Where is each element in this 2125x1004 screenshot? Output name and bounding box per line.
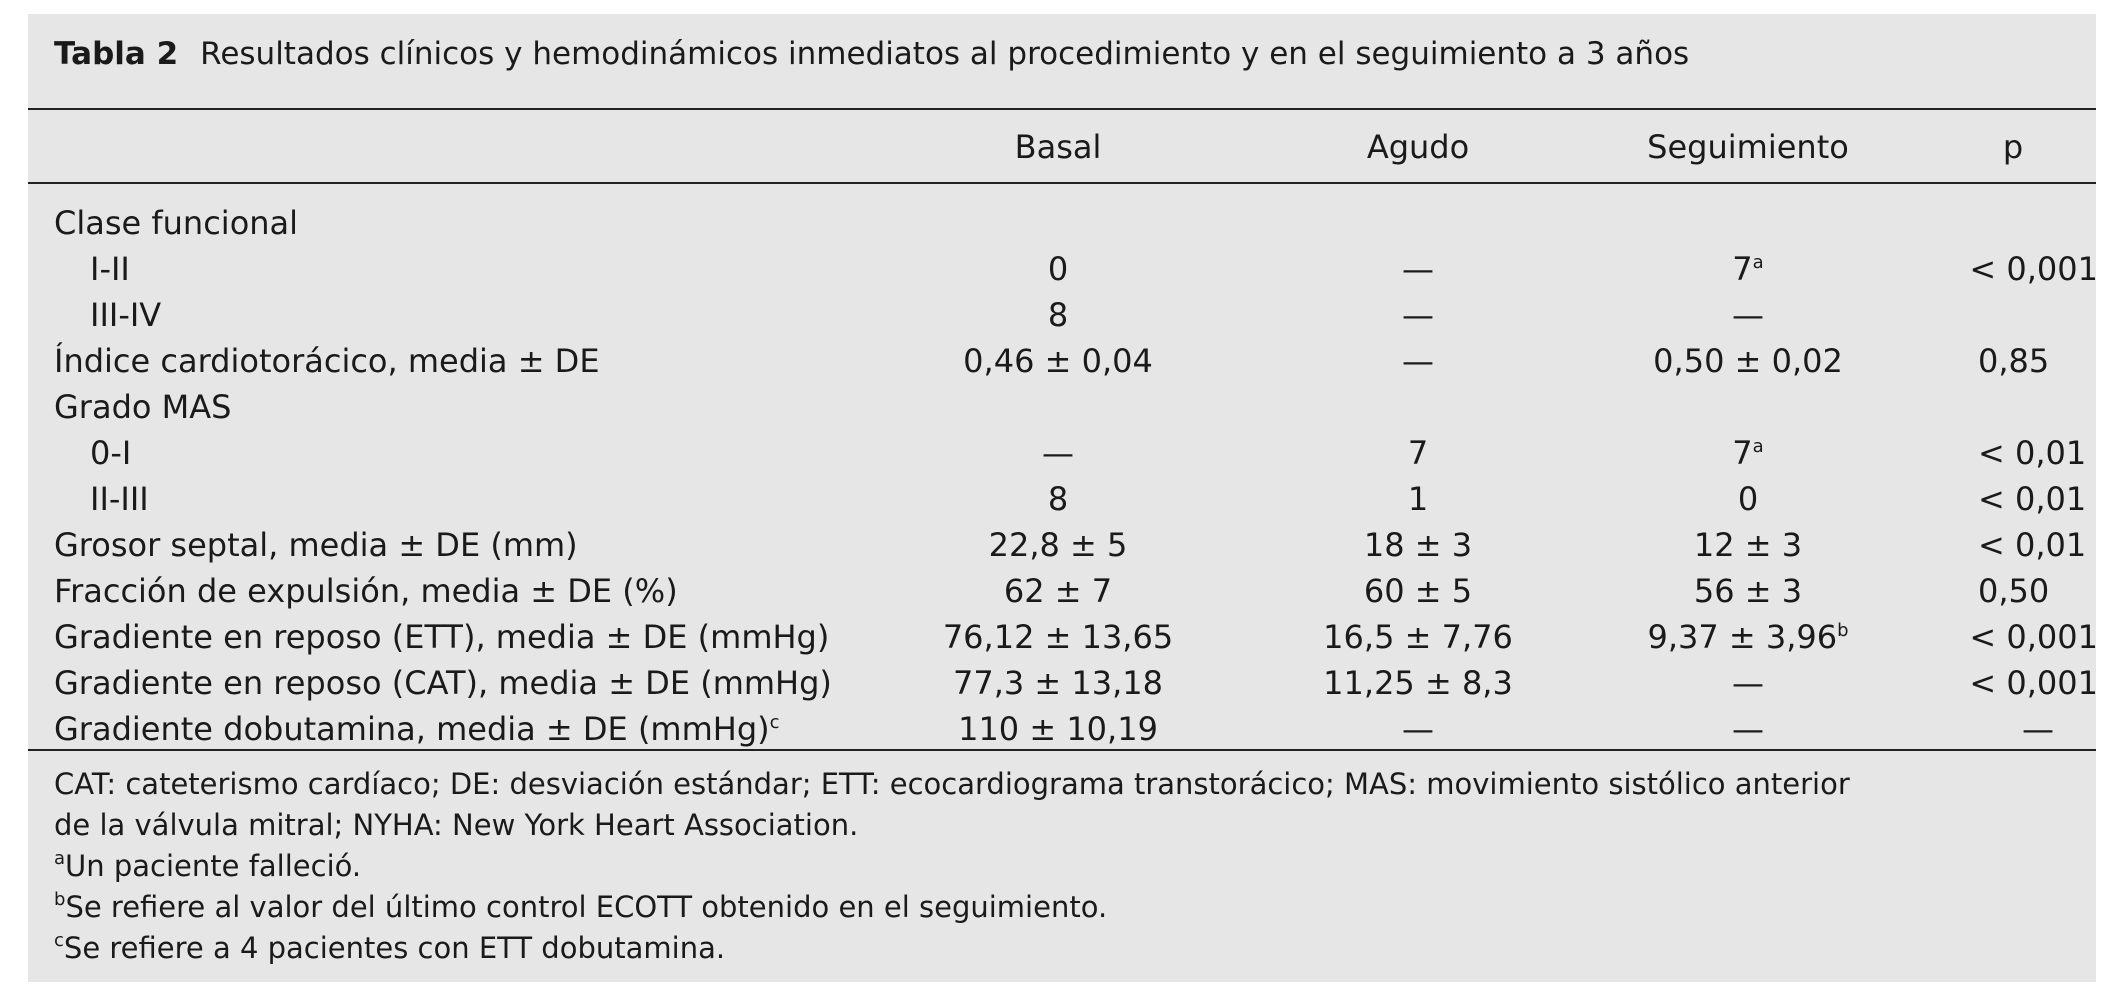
footnote-text: CAT: cateterismo cardíaco; DE: desviación estándar; ETT: ecocardiograma transtorácico; MAS: movimiento sistólico anterior [54, 767, 1850, 801]
cell-p [1928, 522, 2098, 568]
table-row [28, 384, 2096, 430]
table-panel [28, 14, 2096, 982]
row-label-text: Gradiente en reposo (ETT), media ± DE (mmHg) [54, 618, 830, 656]
cell-p-value: < 0,01 [1978, 434, 2087, 472]
cell-p [1928, 246, 2098, 292]
cell-seguimiento-value: 56 ± 3 [1693, 572, 1803, 610]
table-title: Resultados clínicos y hemodinámicos inmediatos al procedimiento y en el seguimiento a 3 años [200, 36, 1690, 72]
top-rule [28, 108, 2096, 110]
table-row [28, 292, 2096, 338]
cell-agudo: 11,25 ± 8,3 [1323, 664, 1513, 702]
cell-p-value: < 0,001 [1969, 618, 2098, 656]
cell-seguimiento [1608, 660, 1888, 706]
footnote-line [54, 764, 1850, 805]
cell-seguimiento-value: 7 [1732, 250, 1753, 288]
cell-seguimiento-value: — [1732, 710, 1764, 748]
cell-seguimiento-value: 0,50 ± 0,02 [1653, 342, 1843, 380]
table-caption [54, 32, 1689, 76]
row-label-text: Índice cardiotorácico, media ± DE [54, 342, 600, 380]
cell-agudo: — [1402, 710, 1434, 748]
cell-agudo: — [1402, 342, 1434, 380]
cell-p-value: < 0,001 [1969, 250, 2098, 288]
footnote-marker: a [54, 848, 66, 869]
cell-seguimiento [1608, 246, 1888, 292]
footnote-text: de la válvula mitral; NYHA: New York Heart Association. [54, 808, 859, 842]
table-row [28, 660, 2096, 706]
cell-p [1928, 338, 2098, 384]
cell-seguimiento [1608, 292, 1888, 338]
cell-p-value: 0,50 [1978, 572, 2050, 610]
table-row [28, 246, 2096, 292]
footnote-line [54, 887, 1850, 928]
cell-seguimiento [1608, 476, 1888, 522]
cell-agudo: 1 [1407, 480, 1429, 518]
cell-agudo: 7 [1407, 434, 1429, 472]
footnote-line [54, 846, 1850, 887]
row-label-text: III-IV [90, 296, 162, 334]
row-label-text: Grado MAS [54, 388, 232, 426]
row-label [90, 476, 149, 522]
footnote-text: Se refiere a 4 pacientes con ETT dobutamina. [63, 931, 726, 965]
cell-basal: 8 [1047, 480, 1069, 518]
cell-p [1928, 614, 2098, 660]
cell-p-value: < 0,01 [1978, 480, 2087, 518]
header-seguimiento: Seguimiento [1647, 128, 1849, 166]
cell-seguimiento [1608, 706, 1888, 752]
cell-seguimiento-value: — [1732, 664, 1764, 702]
row-label [54, 614, 829, 660]
row-label-text: Gradiente dobutamina, media ± DE (mmHg) [54, 710, 770, 748]
cell-agudo: 60 ± 5 [1363, 572, 1473, 610]
cell-seguimiento [1608, 522, 1888, 568]
table-row [28, 430, 2096, 476]
cell-basal: — [1042, 434, 1074, 472]
cell-basal: 110 ± 10,19 [958, 710, 1158, 748]
cell-basal: 62 ± 7 [1003, 572, 1113, 610]
row-label [54, 200, 298, 246]
cell-seguimiento-value: 9,37 ± 3,96 [1647, 618, 1838, 656]
cell-seguimiento-value: 0 [1737, 480, 1759, 518]
cell-agudo: 16,5 ± 7,76 [1323, 618, 1513, 656]
table-row [28, 476, 2096, 522]
row-label [90, 292, 161, 338]
row-label-text: Gradiente en reposo (CAT), media ± DE (mmHg) [54, 664, 832, 702]
cell-basal: 0,46 ± 0,04 [963, 342, 1153, 380]
table-footnotes [54, 764, 1850, 969]
header-basal: Basal [1014, 128, 1102, 166]
footnote-line [54, 805, 1850, 846]
row-label-text: I-II [90, 250, 130, 288]
cell-basal: 22,8 ± 5 [988, 526, 1128, 564]
cell-p [1928, 292, 2098, 338]
cell-seguimiento-value: 12 ± 3 [1693, 526, 1803, 564]
row-label [90, 246, 130, 292]
row-label-text: Clase funcional [54, 204, 299, 242]
row-label [54, 660, 832, 706]
cell-seguimiento [1608, 568, 1888, 614]
footnote-marker: a [1752, 252, 1764, 273]
cell-seguimiento-value: 7 [1732, 434, 1753, 472]
footnote-marker: a [1752, 436, 1764, 457]
table-label: Tabla 2 [54, 36, 179, 72]
footnote-text: Un paciente falleció. [65, 849, 362, 883]
footnote-marker: b [54, 889, 66, 910]
row-label-text: Grosor septal, media ± DE (mm) [54, 526, 578, 564]
cell-agudo: — [1402, 250, 1434, 288]
cell-p [1928, 476, 2098, 522]
cell-p-value: < 0,001 [1969, 664, 2098, 702]
table-row [28, 706, 2096, 752]
table-row [28, 522, 2096, 568]
cell-basal: 0 [1047, 250, 1069, 288]
footnote-text: Se refiere al valor del último control ECOTT obtenido en el seguimiento. [65, 890, 1108, 924]
header-rule [28, 182, 2096, 184]
cell-agudo: 18 ± 3 [1363, 526, 1473, 564]
header-agudo: Agudo [1366, 128, 1470, 166]
cell-p [1928, 384, 2098, 430]
row-label-text: II-III [90, 480, 149, 518]
cell-p-value: — [2022, 710, 2054, 748]
cell-seguimiento-value: — [1732, 296, 1764, 334]
bottom-rule [28, 749, 2096, 751]
cell-basal: 8 [1047, 296, 1069, 334]
table-row [28, 200, 2096, 246]
cell-p-value: < 0,01 [1978, 526, 2087, 564]
row-label [54, 522, 578, 568]
cell-p [1928, 660, 2098, 706]
footnote-marker: c [769, 712, 780, 733]
cell-agudo: — [1402, 296, 1434, 334]
cell-seguimiento [1608, 338, 1888, 384]
footnote-marker: c [54, 930, 64, 951]
cell-basal: 76,12 ± 13,65 [942, 618, 1174, 656]
row-label [54, 706, 780, 752]
cell-seguimiento [1608, 430, 1888, 476]
row-label [54, 568, 678, 614]
row-label-text: 0-I [90, 434, 132, 472]
cell-seguimiento [1608, 614, 1888, 660]
header-row [28, 112, 2096, 182]
row-label [54, 384, 231, 430]
cell-p [1928, 706, 2098, 752]
row-label [90, 430, 131, 476]
cell-p-value: 0,85 [1978, 342, 2050, 380]
row-label-text: Fracción de expulsión, media ± DE (%) [54, 572, 678, 610]
table-row [28, 338, 2096, 384]
cell-p [1928, 568, 2098, 614]
cell-basal: 77,3 ± 13,18 [952, 664, 1163, 702]
cell-p [1928, 200, 2098, 246]
row-label [54, 338, 600, 384]
header-p: p [2002, 128, 2024, 166]
footnote-line [54, 928, 1850, 969]
table-row [28, 614, 2096, 660]
cell-p [1928, 430, 2098, 476]
footnote-marker: b [1837, 620, 1849, 641]
table-row [28, 568, 2096, 614]
